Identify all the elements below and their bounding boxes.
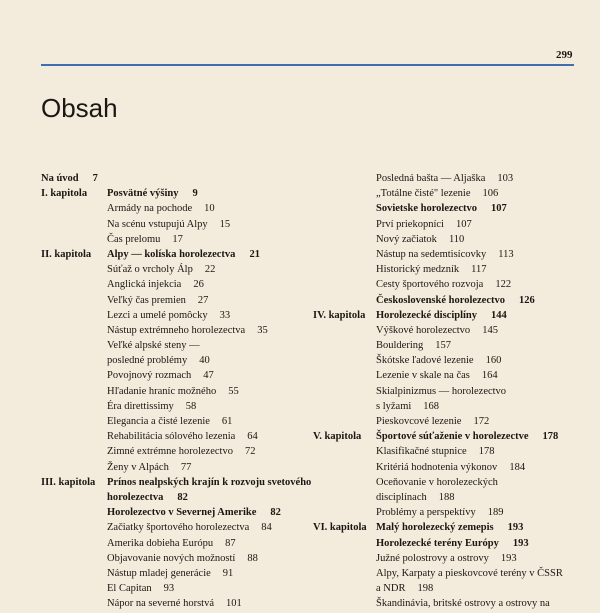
entry-title (376, 355, 501, 366)
chapter-label: II. kapitola (41, 248, 92, 260)
entry-title (376, 295, 535, 306)
toc-entry (313, 477, 598, 492)
entry-text: Nástup na sedemtisícovky (376, 248, 487, 260)
entry-title (376, 173, 513, 184)
entry-page-number: 40 (199, 355, 210, 367)
entry-page-number: 145 (482, 324, 498, 336)
entry-title (107, 188, 198, 199)
entry-page-number: 122 (495, 279, 512, 291)
toc-entry (313, 173, 598, 188)
toc-entry (41, 173, 331, 188)
entry-title (376, 538, 529, 549)
entry-title (376, 446, 494, 457)
entry-text: Na scénu vstupujú Alpy (107, 218, 208, 230)
entry-page-number: 7 (92, 173, 98, 184)
entry-page-number: 160 (485, 355, 502, 367)
entry-text: Amerika dobieha Európu (107, 537, 214, 549)
toc-entry (313, 249, 598, 264)
entry-title (376, 553, 517, 564)
entry-title (107, 598, 242, 609)
entry-text: El Capitan (107, 583, 152, 595)
toc-entry (313, 553, 598, 568)
entry-title (107, 538, 236, 549)
toc-entry (313, 203, 598, 218)
entry-title (107, 219, 230, 230)
chapter-label: VI. kapitola (313, 522, 367, 534)
entry-title (107, 401, 196, 412)
entry-text: Pieskovcové lezenie (376, 416, 462, 427)
entry-title (107, 416, 232, 427)
entry-page-number: 61 (221, 416, 233, 427)
entry-text: Veľké alpské steny — (107, 340, 200, 352)
toc-entry (313, 355, 598, 370)
entry-text: Južné polostrovy a ostrovy (376, 552, 489, 564)
entry-page-number: 172 (473, 416, 490, 427)
entry-page-number: 15 (219, 218, 231, 230)
entry-page-number: 189 (487, 507, 504, 519)
toc-entry (313, 264, 598, 279)
entry-text: Historický medzník (376, 264, 460, 276)
entry-text: Rehabilitácia sólového lezenia (107, 431, 236, 443)
entry-page-number: 110 (448, 233, 465, 245)
toc-entry (313, 386, 598, 401)
toc-right-column (313, 173, 598, 613)
entry-title (107, 340, 200, 351)
entry-title (376, 477, 498, 488)
entry-text: Horolezecké disciplíny (376, 309, 478, 321)
chapter-label: I. kapitola (41, 188, 88, 200)
entry-text: Alpy, Karpaty a pieskovcové terény v ČSSR (376, 567, 563, 579)
entry-title (41, 173, 98, 184)
entry-text: Lezenie v skale na čas (376, 370, 470, 382)
header-rule (41, 64, 574, 66)
entry-text: Skialpinizmus — horolezectvo (376, 385, 507, 397)
entry-text: Čas prelomu (107, 233, 161, 245)
entry-text: Kritériá hodnotenia výkonov (376, 461, 498, 473)
toc-entry (41, 219, 331, 234)
entry-text: Začiatky športového horolezectva (107, 522, 250, 534)
toc-entry (41, 279, 331, 294)
entry-text: Lezci a umelé pomôcky (107, 309, 208, 321)
toc-entry (41, 370, 331, 385)
toc-entry (41, 462, 331, 477)
entry-text: Objavovanie nových možností (107, 552, 236, 564)
entry-title (107, 203, 215, 214)
entry-title (376, 492, 455, 503)
entry-text: Bouldering (376, 340, 424, 352)
toc-entry (41, 507, 331, 522)
entry-title (376, 462, 525, 473)
entry-page-number: 93 (163, 583, 175, 595)
entry-page-number: 10 (204, 203, 215, 215)
entry-page-number: 64 (247, 431, 258, 443)
entry-page-number: 113 (498, 248, 514, 260)
entry-text: Nápor na severné horstvá (107, 598, 214, 610)
entry-text: Horolezecké terény Európy (376, 537, 499, 549)
entry-title (376, 386, 506, 397)
entry-page-number: 9 (192, 188, 198, 200)
entry-page-number: 144 (491, 309, 507, 321)
entry-text: Alpy — kolíska horolezectva (107, 248, 236, 260)
toc-entry (41, 416, 331, 431)
entry-text: Anglická injekcia (107, 279, 182, 291)
entry-text: Elegancia a čisté lezenie (107, 416, 210, 427)
entry-page-number: 193 (512, 537, 529, 549)
toc-entry (313, 507, 598, 522)
toc-entry (313, 431, 598, 446)
toc-entry (41, 295, 331, 310)
entry-page-number: 55 (228, 385, 239, 397)
entry-text: Povojnový rozmach (107, 370, 192, 382)
entry-page-number: 58 (185, 400, 197, 412)
entry-page-number: 106 (482, 188, 499, 200)
toc-entry (41, 477, 331, 492)
entry-text: Nový začiatok (376, 233, 437, 245)
entry-title (376, 234, 464, 245)
entry-page-number: 126 (519, 294, 535, 306)
entry-text: a NDR (376, 583, 406, 595)
entry-title (376, 583, 433, 594)
toc-entry (313, 310, 598, 325)
entry-page-number: 198 (417, 583, 434, 595)
toc-entry (313, 188, 598, 203)
entry-title (107, 553, 258, 564)
entry-page-number: 82 (177, 491, 188, 503)
entry-text: Športové súťaženie v horolezectve (376, 431, 529, 443)
entry-page-number: 47 (203, 370, 214, 382)
toc-entry (41, 203, 331, 218)
toc-entry (313, 279, 598, 294)
entry-page-number: 101 (226, 598, 242, 610)
entry-title (376, 507, 503, 518)
entry-text: disciplínach (376, 491, 427, 503)
entry-title (107, 386, 239, 397)
entry-page-number: 164 (481, 370, 498, 382)
toc-left-column (41, 173, 331, 613)
toc-entry (41, 583, 331, 598)
entry-title (376, 188, 498, 199)
entry-page-number: 22 (204, 264, 216, 276)
toc-entry (313, 370, 598, 385)
entry-page-number: 117 (471, 264, 487, 276)
entry-page-number: 82 (270, 507, 281, 519)
entry-page-number: 84 (261, 522, 272, 534)
entry-text: Posvätné výšiny (107, 188, 179, 200)
entry-title (376, 431, 558, 442)
entry-text: Prínos nealpských krajín k rozvoju svetového (107, 476, 312, 488)
toc-entry (41, 325, 331, 340)
entry-title (376, 203, 507, 214)
entry-title (376, 522, 523, 533)
entry-title (376, 416, 489, 427)
entry-title (107, 310, 230, 321)
entry-title (107, 431, 258, 442)
entry-page-number: 91 (222, 567, 234, 579)
toc-entry (313, 340, 598, 355)
toc-entry (313, 416, 598, 431)
entry-title (376, 598, 550, 609)
entry-title (107, 325, 268, 336)
entry-title (376, 568, 563, 579)
entry-title (376, 279, 511, 290)
toc-entry (41, 568, 331, 583)
entry-text: horolezectva (107, 491, 164, 503)
toc-entry (41, 538, 331, 553)
entry-text: s lyžami (376, 400, 412, 412)
entry-title (376, 340, 451, 351)
toc-entry (41, 386, 331, 401)
entry-page-number: 157 (435, 340, 451, 352)
toc-entry (41, 431, 331, 446)
entry-page-number: 33 (219, 309, 231, 321)
entry-page-number: 27 (197, 294, 209, 306)
toc-entry (41, 249, 331, 264)
entry-text: Škandinávia, britské ostrovy a ostrovy na (376, 598, 550, 610)
entry-page-number: 72 (244, 446, 256, 458)
entry-title (107, 462, 191, 473)
entry-title (107, 492, 188, 503)
entry-title (376, 370, 498, 381)
toc-entry (41, 188, 331, 203)
entry-title (376, 401, 439, 412)
entry-title (376, 264, 486, 275)
toc-entry (313, 598, 598, 613)
entry-text: posledné problémy (107, 355, 188, 367)
entry-text: Nástup extrémneho horolezectva (107, 324, 246, 336)
toc-entry (313, 446, 598, 461)
toc-entry (313, 492, 598, 507)
entry-page-number: 88 (247, 552, 258, 564)
entry-text: Československé horolezectvo (376, 294, 505, 306)
entry-title (107, 234, 183, 245)
toc-entry (41, 355, 331, 370)
entry-title (107, 477, 311, 488)
entry-page-number: 178 (542, 431, 559, 443)
toc-entry (313, 234, 598, 249)
entry-text: Klasifikačné stupnice (376, 446, 467, 458)
entry-text: Veľký čas premien (107, 294, 186, 306)
entry-text: Malý horolezecký zemepis (376, 522, 494, 534)
toc-entry (41, 310, 331, 325)
toc-entry (313, 538, 598, 553)
toc-entry (41, 446, 331, 461)
entry-title (107, 522, 272, 533)
entry-title (107, 355, 210, 366)
entry-page-number: 107 (455, 218, 472, 230)
chapter-label: V. kapitola (313, 431, 362, 443)
entry-text: Éra direttissimy (107, 400, 174, 412)
toc-entry (313, 325, 598, 340)
entry-text: Cesty športového rozvoja (376, 279, 484, 291)
page-title: Obsah (41, 93, 118, 124)
entry-title (376, 219, 472, 230)
entry-text: Armády na pochode (107, 203, 193, 215)
entry-title (107, 507, 281, 518)
toc-entry (41, 492, 331, 507)
toc-entry (313, 583, 598, 598)
entry-title (107, 279, 204, 290)
entry-page-number: 17 (172, 233, 183, 245)
toc-entry (313, 401, 598, 416)
toc-entry (313, 522, 598, 537)
entry-title (107, 264, 215, 275)
entry-text: Sovietske horolezectvo (376, 203, 477, 215)
entry-page-number: 188 (438, 491, 455, 503)
entry-text: Škótske ľadové lezenie (376, 355, 474, 367)
entry-text: Zimné extrémne horolezectvo (107, 446, 233, 458)
entry-title (107, 295, 208, 306)
toc-entry (313, 219, 598, 234)
entry-page-number: 168 (423, 400, 440, 412)
entry-title (107, 370, 214, 381)
toc-entry (41, 522, 331, 537)
entry-page-number: 193 (500, 552, 517, 564)
entry-page-number: 107 (491, 203, 507, 215)
entry-page-number: 103 (497, 173, 514, 184)
toc-entry (41, 234, 331, 249)
entry-text: Ženy v Alpách (107, 461, 169, 473)
chapter-label: III. kapitola (41, 476, 96, 488)
entry-page-number: 87 (225, 537, 236, 549)
toc-entry (41, 598, 331, 613)
entry-page-number: 193 (507, 522, 524, 534)
entry-text: Oceňovanie v horolezeckých (376, 476, 498, 488)
entry-title (107, 249, 260, 260)
toc-entry (41, 553, 331, 568)
entry-text: Prví priekopníci (376, 218, 444, 230)
entry-title (107, 446, 255, 457)
entry-text: Výškové horolezectvo (376, 324, 471, 336)
chapter-label: IV. kapitola (313, 309, 366, 321)
entry-page-number: 178 (478, 446, 495, 458)
toc-entry (313, 568, 598, 583)
entry-text: Posledná bašta — Aljaška (376, 173, 486, 184)
entry-text: Problémy a perspektívy (376, 507, 476, 519)
entry-page-number: 77 (180, 461, 192, 473)
toc-entry (41, 401, 331, 416)
entry-title (376, 310, 507, 321)
toc-entry (41, 264, 331, 279)
entry-text: „Totálne čisté" lezenie (376, 188, 471, 200)
toc-entry (313, 295, 598, 310)
page-number: 299 (556, 49, 573, 61)
entry-page-number: 35 (257, 324, 268, 336)
entry-text: Súťaž o vrcholy Álp (107, 264, 193, 276)
entry-page-number: 184 (509, 461, 526, 473)
entry-text: Hľadanie hraníc možného (107, 385, 217, 397)
entry-text: Horolezectvo v Severnej Amerike (107, 507, 257, 519)
entry-title (107, 583, 174, 594)
entry-page-number: 21 (249, 248, 260, 260)
toc-entry (41, 340, 331, 355)
entry-title (376, 249, 514, 260)
entry-text: Na úvod (41, 173, 79, 184)
entry-title (107, 568, 233, 579)
entry-page-number: 26 (193, 279, 204, 291)
entry-text: Nástup mladej generácie (107, 567, 211, 579)
entry-title (376, 325, 498, 336)
toc-entry (313, 462, 598, 477)
